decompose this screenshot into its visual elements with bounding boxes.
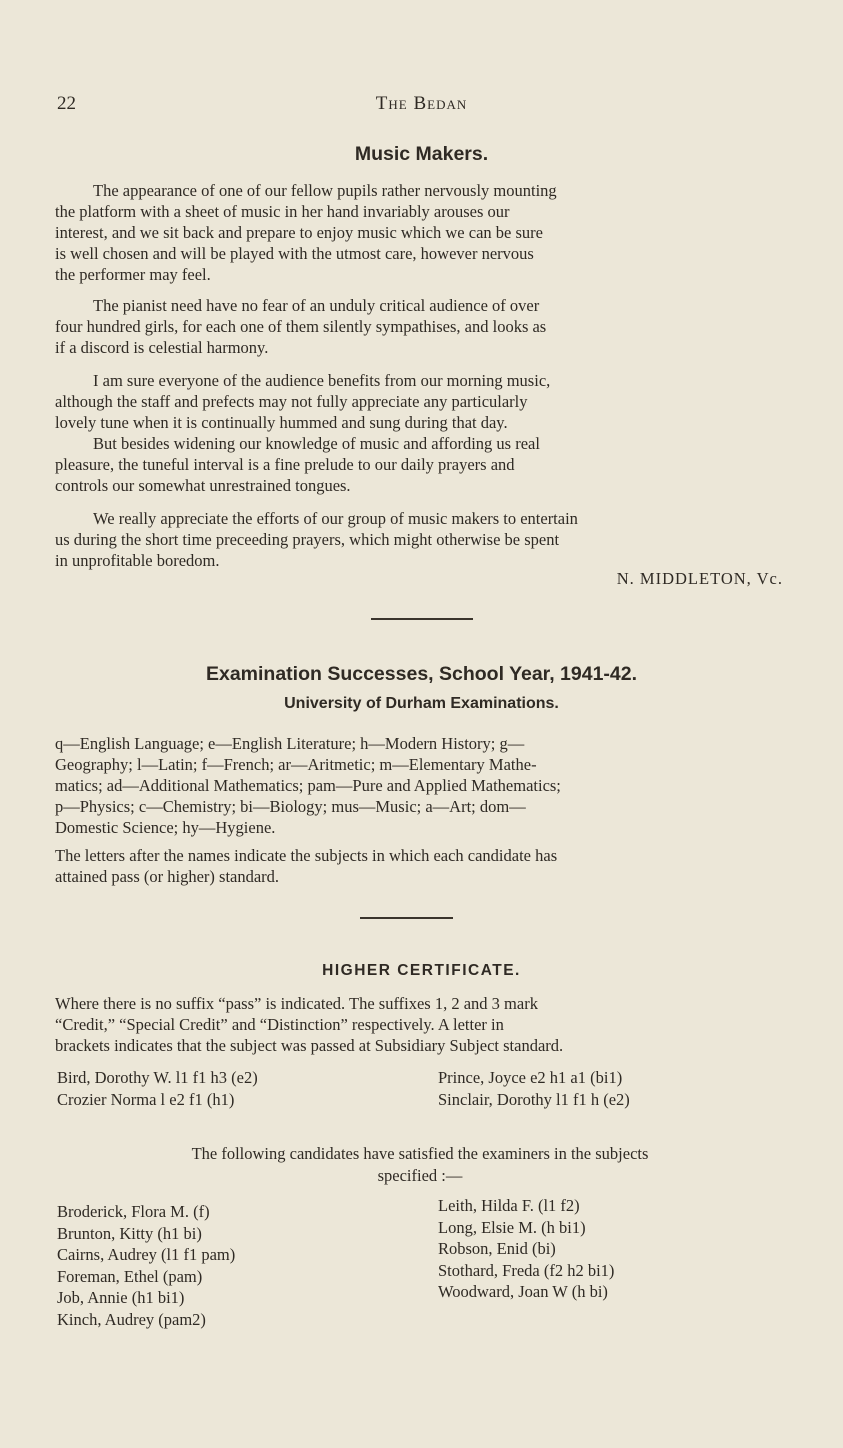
text-line: four hundred girls, for each one of them silently sympathises, and looks as <box>55 317 547 336</box>
text-line: “Credit,” “Special Credit” and “Distinction” respectively. A letter in <box>55 1015 504 1034</box>
text-line: us during the short time preceeding prayers, which might otherwise be spent <box>55 530 560 549</box>
text-line: p—Physics; c—Chemistry; bi—Biology; mus—Music; a—Art; dom— <box>55 797 526 816</box>
music-paragraph-4 <box>55 433 785 496</box>
text-line: the performer may feel. <box>55 265 211 284</box>
list-item: Bird, Dorothy W. l1 f1 h3 (e2) <box>57 1068 258 1087</box>
list-item: Brunton, Kitty (h1 bi) <box>57 1223 202 1243</box>
text-line: attained pass (or higher) standard. <box>55 867 280 886</box>
subjects-list-left <box>57 1201 235 1330</box>
running-title: The Bedan <box>375 93 468 114</box>
text-line: specified :— <box>377 1165 463 1185</box>
text-line: The pianist need have no fear of an unduly critical audience of over <box>93 296 540 315</box>
text-line: We really appreciate the efforts of our group of music makers to entertain <box>93 509 578 528</box>
text-line: interest, and we sit back and prepare to enjoy music which we can be sure <box>55 223 543 242</box>
list-item: Long, Elsie M. (h bi1) <box>438 1217 586 1237</box>
text-line: pleasure, the tuneful interval is a fine prelude to our daily prayers and <box>55 455 515 474</box>
text-line: if a discord is celestial harmony. <box>55 338 269 357</box>
list-item: Broderick, Flora M. (f) <box>57 1202 210 1221</box>
text-line: lovely tune when it is continually hummed and sung during that day. <box>55 413 508 432</box>
subjects-list-right <box>438 1195 614 1303</box>
list-item: Kinch, Audrey (pam2) <box>57 1309 206 1329</box>
letters-note <box>55 845 785 887</box>
text-line: in unprofitable boredom. <box>55 551 220 570</box>
list-item: Prince, Joyce e2 h1 a1 (bi1) <box>438 1068 623 1087</box>
text-line: the platform with a sheet of music in her hand invariably arouses our <box>55 202 510 221</box>
list-item: Sinclair, Dorothy l1 f1 h (e2) <box>438 1089 630 1109</box>
section-divider <box>360 917 453 919</box>
text-line: q—English Language; e—English Literature; h—Modern History; g— <box>55 734 525 753</box>
page-number: 22 <box>57 93 76 114</box>
text-line: The following candidates have satisfied the examiners in the subjects <box>191 1144 649 1163</box>
following-note <box>55 1143 785 1186</box>
subject-key <box>55 733 785 838</box>
certificate-list-right <box>438 1067 630 1110</box>
text-line: Domestic Science; hy—Hygiene. <box>55 818 276 837</box>
section-subtitle: University of Durham Examinations. <box>284 695 559 712</box>
list-item: Crozier Norma l e2 f1 (h1) <box>57 1089 235 1109</box>
music-paragraph-1 <box>55 180 785 285</box>
music-paragraph-3 <box>55 370 785 433</box>
list-item: Job, Annie (h1 bi1) <box>57 1288 185 1307</box>
text-line: although the staff and prefects may not fully appreciate any particularly <box>55 392 528 411</box>
text-line: is well chosen and will be played with the utmost care, however nervous <box>55 244 534 263</box>
suffix-note <box>55 993 785 1056</box>
list-item: Robson, Enid (bi) <box>438 1239 556 1258</box>
list-item: Woodward, Joan W (h bi) <box>438 1282 608 1301</box>
text-line: brackets indicates that the subject was passed at Subsidiary Subject standard. <box>55 1036 564 1055</box>
list-item: Leith, Hilda F. (l1 f2) <box>438 1196 580 1215</box>
music-paragraph-2 <box>55 295 785 358</box>
text-line: controls our somewhat unrestrained tongues. <box>55 476 351 495</box>
text-line: matics; ad—Additional Mathematics; pam—Pure and Applied Mathematics; <box>55 776 561 795</box>
certificate-list-left <box>57 1067 258 1110</box>
section-divider <box>371 618 473 620</box>
text-line: I am sure everyone of the audience benefits from our morning music, <box>93 371 551 390</box>
section-title: Examination Successes, School Year, 1941-42. <box>205 663 638 685</box>
higher-certificate-title: HIGHER CERTIFICATE. <box>322 962 521 979</box>
list-item: Foreman, Ethel (pam) <box>57 1266 203 1286</box>
music-paragraph-5 <box>55 508 785 571</box>
text-line: The letters after the names indicate the subjects in which each candidate has <box>55 846 558 865</box>
text-line: Geography; l—Latin; f—French; ar—Aritmetic; m—Elementary Mathe- <box>55 755 537 774</box>
list-item: Stothard, Freda (f2 h2 bi1) <box>438 1260 615 1280</box>
author-signature: N. MIDDLETON, Vc. <box>616 569 783 588</box>
text-line: Where there is no suffix “pass” is indicated. The suffixes 1, 2 and 3 mark <box>55 994 538 1013</box>
article-title: Music Makers. <box>354 143 489 165</box>
text-line: The appearance of one of our fellow pupils rather nervously mounting <box>93 181 557 200</box>
list-item: Cairns, Audrey (l1 f1 pam) <box>57 1245 236 1264</box>
text-line: But besides widening our knowledge of music and affording us real <box>93 434 540 453</box>
